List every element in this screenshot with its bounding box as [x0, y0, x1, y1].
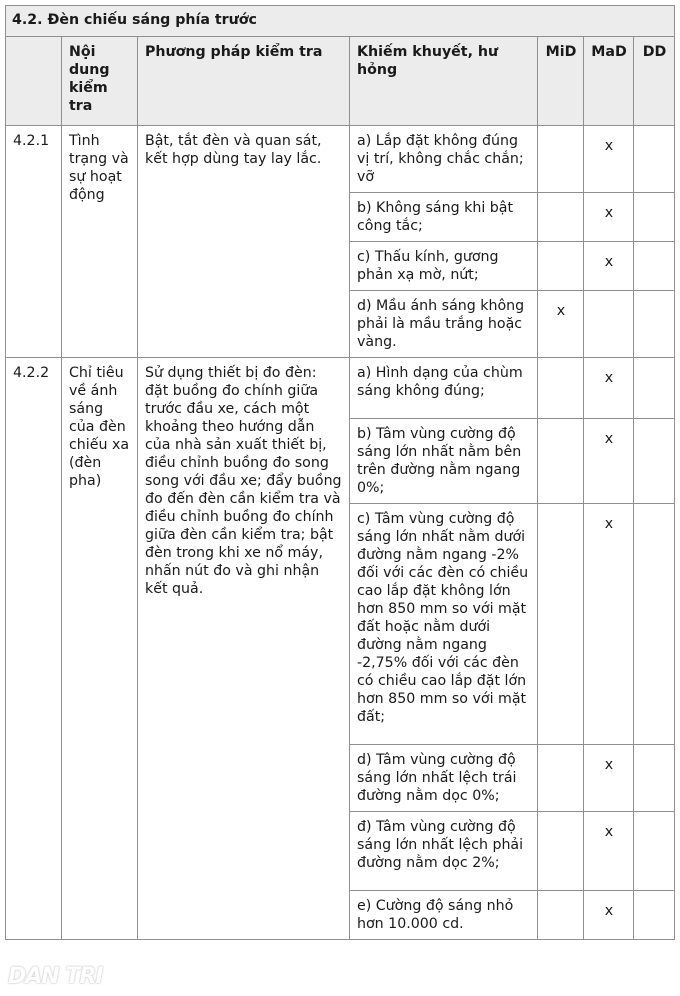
mad-mark: x: [584, 358, 634, 419]
dd-mark: [634, 291, 675, 358]
inspection-table: [5, 5, 675, 940]
mad-mark: x: [584, 193, 634, 242]
item-content: Tình trạng và sự hoạt động: [62, 126, 138, 358]
mad-mark: [584, 291, 634, 358]
dd-mark: [634, 504, 675, 745]
mid-mark: [538, 419, 584, 504]
defect-cell: c) Thấu kính, gương phản xạ mờ, nứt;: [350, 242, 538, 291]
dd-mark: [634, 891, 675, 940]
mid-mark: x: [538, 291, 584, 358]
item-method: Sử dụng thiết bị đo đèn: đặt buồng đo chính giữa trước đầu xe, cách một khoảng theo hướng dẫn của nhà sản xuất thiết bị, điều chỉnh buồng đo song song với đầu xe; đẩy buồng đo đến đèn cần kiểm tra và điều chỉnh buồng đo chính giữa đèn cần kiểm tra; bật đèn trong khi xe nổ máy, nhấn nút đo và ghi nhận kết quả.: [138, 358, 350, 940]
mad-mark: x: [584, 126, 634, 193]
header-id: [6, 37, 62, 126]
dd-mark: [634, 358, 675, 419]
item-method: Bật, tắt đèn và quan sát, kết hợp dùng tay lay lắc.: [138, 126, 350, 358]
mid-mark: [538, 358, 584, 419]
dd-mark: [634, 242, 675, 291]
defect-cell: a) Hình dạng của chùm sáng không đúng;: [350, 358, 538, 419]
column-header-row: [6, 37, 675, 126]
mad-mark: x: [584, 891, 634, 940]
item-content: Chỉ tiêu về ánh sáng của đèn chiếu xa (đèn pha): [62, 358, 138, 940]
defect-cell: d) Tâm vùng cường độ sáng lớn nhất lệch trái đường nằm dọc 0%;: [350, 745, 538, 812]
mid-mark: [538, 891, 584, 940]
header-content: Nội dung kiểm tra: [62, 37, 138, 126]
item-id: 4.2.2: [6, 358, 62, 940]
item-id: 4.2.1: [6, 126, 62, 358]
mid-mark: [538, 126, 584, 193]
defect-cell: e) Cường độ sáng nhỏ hơn 10.000 cd.: [350, 891, 538, 940]
header-mad: MaD: [584, 37, 634, 126]
defect-cell: b) Tâm vùng cường độ sáng lớn nhất nằm bên trên đường nằm ngang 0%;: [350, 419, 538, 504]
mad-mark: x: [584, 504, 634, 745]
mid-mark: [538, 745, 584, 812]
defect-cell: a) Lắp đặt không đúng vị trí, không chắc chắn; vỡ: [350, 126, 538, 193]
mad-mark: x: [584, 812, 634, 891]
defect-cell: b) Không sáng khi bật công tắc;: [350, 193, 538, 242]
table-row: [6, 126, 675, 193]
defect-cell: d) Mầu ánh sáng không phải là mầu trắng hoặc vàng.: [350, 291, 538, 358]
section-title: 4.2. Đèn chiếu sáng phía trước: [6, 6, 675, 37]
dd-mark: [634, 126, 675, 193]
mid-mark: [538, 812, 584, 891]
defect-cell: đ) Tâm vùng cường độ sáng lớn nhất lệch phải đường nằm dọc 2%;: [350, 812, 538, 891]
dd-mark: [634, 193, 675, 242]
mid-mark: [538, 242, 584, 291]
dd-mark: [634, 419, 675, 504]
section-header-row: [6, 6, 675, 37]
header-dd: DD: [634, 37, 675, 126]
mid-mark: [538, 504, 584, 745]
dd-mark: [634, 812, 675, 891]
watermark-logo: DAN TRI: [8, 964, 103, 989]
mad-mark: x: [584, 242, 634, 291]
mad-mark: x: [584, 419, 634, 504]
header-method: Phương pháp kiểm tra: [138, 37, 350, 126]
defect-cell: c) Tâm vùng cường độ sáng lớn nhất nằm dưới đường nằm ngang -2% đối với các đèn có chiều cao lắp đặt không lớn hơn 850 mm so với mặt đất hoặc nằm dưới đường nằm ngang -2,75% đối với các đèn có chiều cao lắp đặt lớn hơn 850 mm so với mặt đất;: [350, 504, 538, 745]
dd-mark: [634, 745, 675, 812]
table-row: [6, 358, 675, 419]
header-defect: Khiếm khuyết, hư hỏng: [350, 37, 538, 126]
mid-mark: [538, 193, 584, 242]
mad-mark: x: [584, 745, 634, 812]
header-mid: MiD: [538, 37, 584, 126]
